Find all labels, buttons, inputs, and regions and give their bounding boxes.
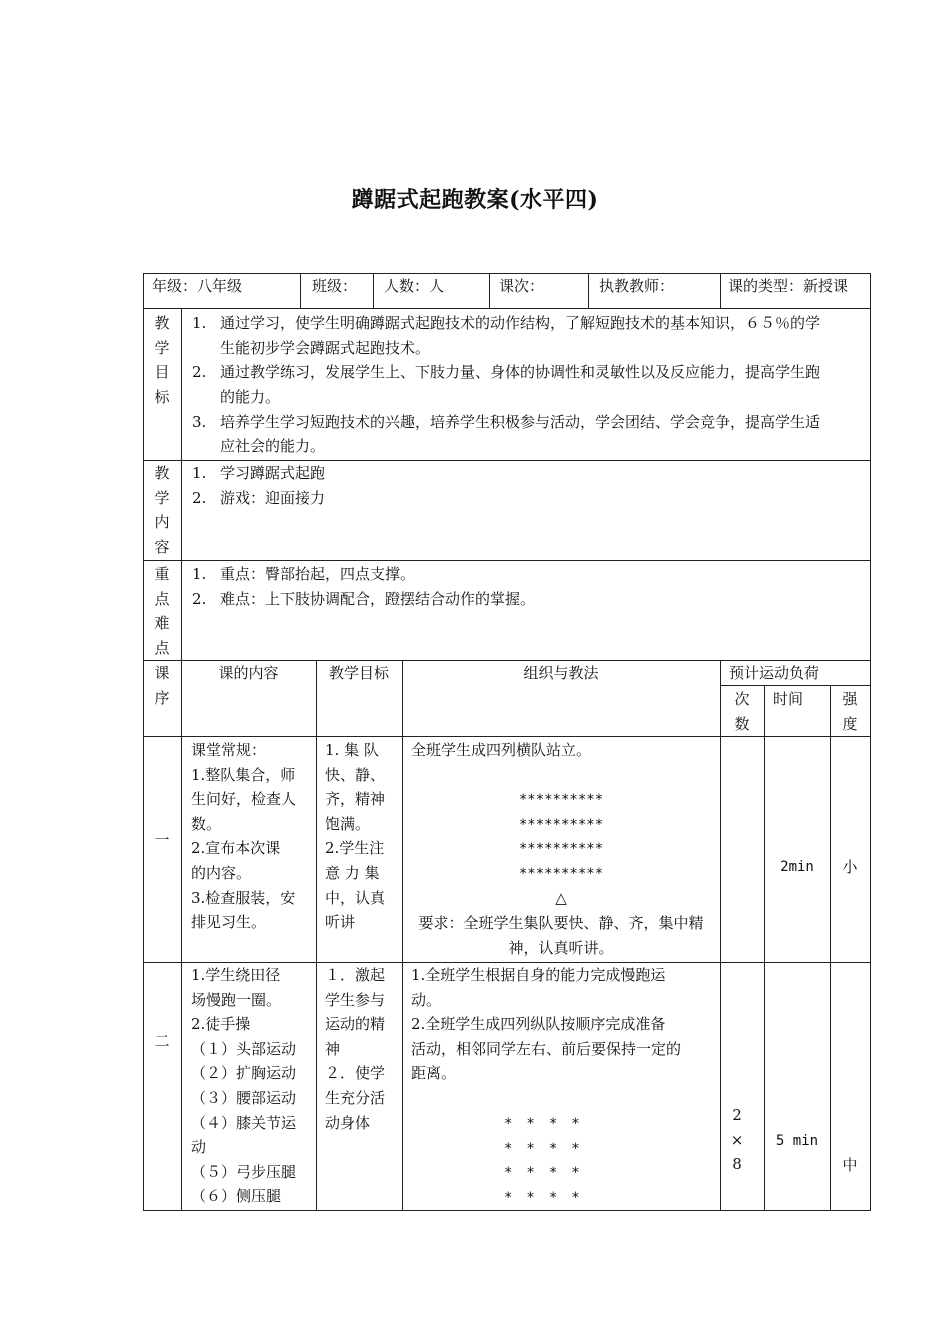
- goal-item-text: 应社会的能力。: [220, 437, 326, 455]
- row-seq: 二: [154, 1032, 170, 1050]
- formation-lines: ********** ********** ********** **********: [518, 792, 604, 882]
- class-field: 班级：: [312, 277, 358, 295]
- lesson-type-field: 课的类型：新授课: [728, 277, 849, 295]
- org-header: 组织与教法: [523, 664, 599, 682]
- goal-item-number: 2.: [192, 363, 207, 381]
- row-content: 课堂常规： 1.整队集合，师 生问好，检查人 数。 2.宣布本次课 的内容。 3.检查服装，安 排见习生。: [191, 741, 297, 932]
- seq-header: 课 序: [154, 664, 170, 707]
- load-header: 预计运动负荷: [729, 664, 820, 682]
- keypoint-number: 2.: [192, 590, 207, 608]
- row-goal: １．激起 学生参与 运动的精 神 ２．使学 生充分活 动身体: [325, 966, 386, 1132]
- row-org: 1.全班学生根据自身的能力完成慢跑运 动。 2.全班学生成四列纵队按顺序完成准备 活动，相邻同学左右、前后要保持一定的 距离。: [411, 966, 682, 1083]
- keypoint-text: 难点：上下肢协调配合，蹬摆结合动作的掌握。: [220, 590, 536, 608]
- keypoint-number: 1.: [192, 565, 207, 583]
- time-header: 时间: [773, 690, 804, 708]
- goal-item-text: 生能初步学会蹲踞式起跑技术。: [220, 339, 431, 357]
- goal-item-text: 通过学习，使学生明确蹲踞式起跑技术的动作结构，了解短跑技术的基本知识，６５％的学: [220, 314, 821, 332]
- row-intensity: 中: [842, 1156, 858, 1174]
- grade-field: 年级：八年级: [152, 277, 243, 295]
- row-org-requirement: 要求：全班学生集队要快、静、齐，集中精 神，认真听讲。: [418, 914, 704, 957]
- row-goal: 1. 集 队 快、静、 齐，精神 饱满。 2.学生注 意 力 集 中，认真 听讲: [325, 741, 386, 932]
- goal-item-number: 1.: [192, 314, 207, 332]
- row-content: 1.学生绕田径 场慢跑一圈。 2.徒手操 （１）头部运动 （２）扩胸运动 （３）腰部运动 （４）膝关节运 动 （５）弓步压腿 （６）侧压腿: [191, 966, 297, 1206]
- content-item-text: 学习蹲踞式起跑: [220, 464, 326, 482]
- formation-grid: * * * * * * * * * * * * * * * *: [504, 1116, 580, 1206]
- goal-item-text: 的能力。: [220, 388, 281, 406]
- goal-item-number: 3.: [192, 413, 207, 431]
- intensity-header: 强 度: [842, 690, 858, 733]
- content-item-number: 2.: [192, 489, 207, 507]
- keypoints-label: 重 点 难 点: [154, 565, 170, 657]
- teacher-mark: △: [555, 889, 567, 907]
- content-header: 课的内容: [218, 664, 279, 682]
- goal-header: 教学目标: [328, 664, 389, 682]
- content-item-number: 1.: [192, 464, 207, 482]
- goal-item-text: 培养学生学习短跑技术的兴趣，培养学生积极参与活动，学会团结、学会竞争，提高学生适: [220, 413, 821, 431]
- times-header: 次 数: [734, 690, 750, 733]
- content-label: 教 学 内 容: [154, 464, 170, 556]
- keypoint-text: 重点：臀部抬起，四点支撑。: [220, 565, 416, 583]
- row-intensity: 小: [842, 858, 858, 876]
- count-field: 人数：人: [384, 277, 445, 295]
- teacher-field: 执教教师：: [599, 277, 675, 295]
- row-time: 5 min: [775, 1133, 819, 1149]
- row-seq: 一: [154, 831, 170, 849]
- row-time: 2min: [780, 859, 814, 875]
- row-times: 2 × 8: [730, 1106, 744, 1174]
- goals-label: 教 学 目 标: [154, 314, 170, 406]
- row-org-intro: 全班学生成四列横队站立。: [411, 741, 592, 759]
- goal-item-text: 通过教学练习，发展学生上、下肢力量、身体的协调性和灵敏性以及反应能力，提高学生跑: [220, 363, 821, 381]
- page-title: 蹲踞式起跑教案(水平四): [351, 187, 599, 213]
- content-item-text: 游戏：迎面接力: [220, 489, 326, 507]
- lesson-field: 课次：: [499, 277, 545, 295]
